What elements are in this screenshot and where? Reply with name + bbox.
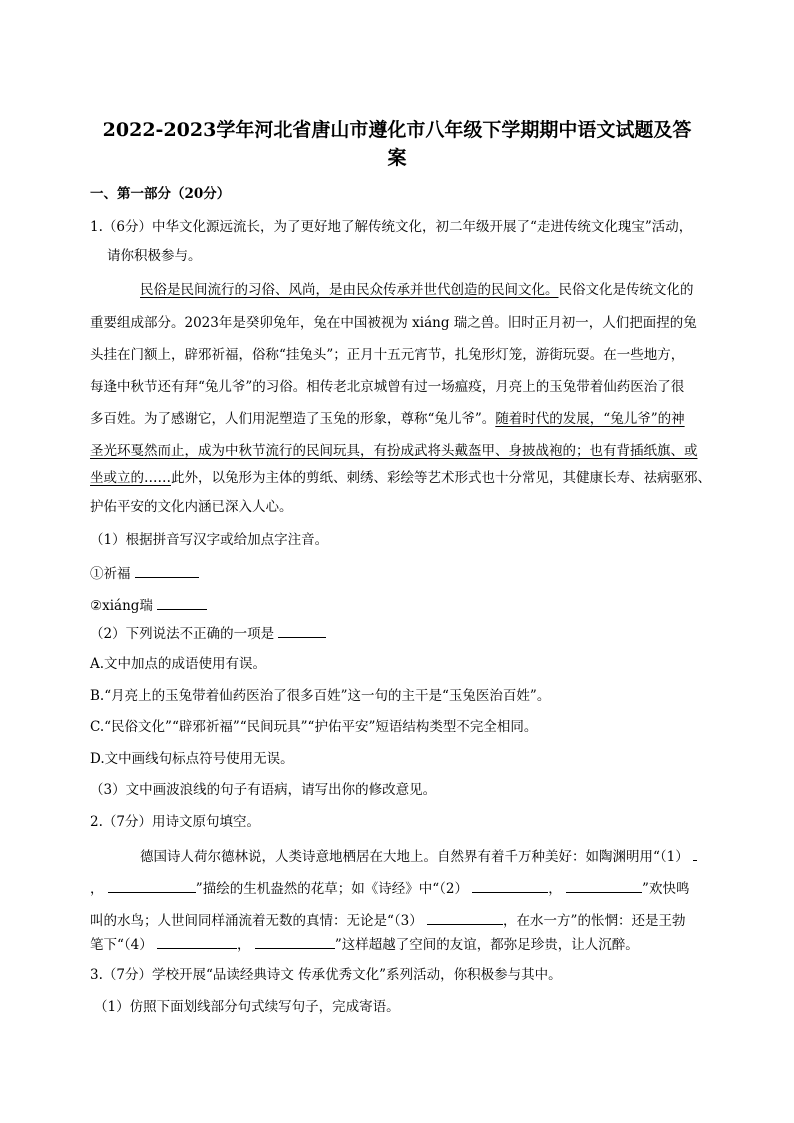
passage-text: 笔下“（4） <box>90 937 153 953</box>
item-label: （2）下列说法不正确的一项是 <box>90 626 275 642</box>
section-heading: 一、第一部分（20分） <box>90 186 231 202</box>
answer-blank[interactable] <box>472 878 548 893</box>
answer-blank[interactable] <box>157 595 207 610</box>
item-label: ②xiáng瑞 <box>90 598 153 614</box>
q2-line <box>90 910 685 931</box>
answer-blank[interactable] <box>566 878 642 893</box>
passage-text: ， <box>237 937 251 953</box>
passage-text: ， <box>548 881 562 897</box>
underlined-sentence: 民俗是民间流行的习俗、风尚，是由民众传承并世代创造的民间文化。 <box>140 282 559 298</box>
q1-stem: 1.（6分）中华文化源远流长，为了更好地了解传统文化，初二年级开展了“走进传统文化瑰宝”活动， <box>90 219 693 235</box>
option-d: D.文中画线句标点符号使用无误。 <box>90 751 294 767</box>
underlined-sentence: 随着时代的发展，“兔儿爷”的神 <box>495 411 685 427</box>
passage-text: ”描绘的生机盎然的花草；如《诗经》中“（2） <box>195 881 468 897</box>
q1-sub3: （3）文中画波浪线的句子有语病，请写出你的修改意见。 <box>90 782 437 798</box>
passage-text: ”欢快鸣 <box>642 881 690 897</box>
passage-text: ， <box>90 881 104 897</box>
q2-line <box>140 846 697 867</box>
q1-sub1-a <box>90 563 199 584</box>
answer-blank[interactable] <box>108 878 196 893</box>
underlined-sentence: 坐或立的…… <box>90 470 171 486</box>
passage-line <box>90 468 711 488</box>
q1-sub1-b <box>90 595 207 616</box>
passage-text: ，在水一方”的怅惘：还是王勃 <box>503 913 686 929</box>
passage-line: 每逢中秋节还有拜“兔儿爷”的习俗。相传老北京城曾有过一场瘟疫，月亮上的玉兔带着仙药医治了很 <box>90 379 685 395</box>
answer-blank[interactable] <box>278 623 326 638</box>
option-c: C.“民俗文化”“辟邪祈福”“民间玩具”“护佑平安”短语结构类型不完全相同。 <box>90 719 538 735</box>
answer-blank[interactable] <box>157 934 237 949</box>
option-b: B.“月亮上的玉兔带着仙药医治了很多百姓”这一句的主干是“玉兔医治百姓”。 <box>90 688 551 704</box>
q1-sub1: （1）根据拼音写汉字或给加点字注音。 <box>90 532 329 548</box>
passage-text: 德国诗人荷尔德林说，人类诗意地栖居在大地上。自然界有着千万种美好：如陶渊明用“（1） <box>140 849 689 865</box>
q2-line <box>90 878 689 899</box>
passage-line <box>90 441 698 461</box>
passage-line <box>90 409 685 429</box>
passage-text: 多百姓。为了感谢它，人们用泥塑造了玉兔的形象，尊称“兔儿爷”。 <box>90 411 496 427</box>
passage-text: ”这样超越了空间的友谊，都弥足珍贵，让人沉醉。 <box>334 937 639 953</box>
q3-sub1: （1）仿照下面划线部分句式续写句子，完成寄语。 <box>94 999 400 1015</box>
q1-stem-cont: 请你积极参与。 <box>107 248 202 264</box>
answer-blank[interactable] <box>255 934 335 949</box>
passage-text: 民俗文化是传统文化的 <box>558 282 694 298</box>
q1-sub2 <box>90 623 326 644</box>
answer-blank[interactable] <box>135 563 199 578</box>
answer-blank[interactable] <box>693 846 697 861</box>
passage-line: 头挂在门额上，辟邪祈福，俗称“挂兔头”；正月十五元宵节，扎兔形灯笼，游街玩耍。在一些地方， <box>90 347 685 363</box>
passage-text: 叫的水鸟；人世间同样涌流着无数的真情：无论是“（3） <box>90 913 423 929</box>
underlined-sentence: 圣光环戛然而止，成为中秋节流行的民间玩具，有扮成武将头戴盔甲、身披战袍的；也有背插纸旗、或 <box>90 443 698 459</box>
passage-line <box>140 280 694 300</box>
passage-line: 护佑平安的文化内涵已深入人心。 <box>90 499 293 515</box>
q2-stem: 2.（7分）用诗文原句填空。 <box>90 814 260 830</box>
passage-line: 重要组成部分。2023年是癸卯兔年，兔在中国被视为 xiáng 瑞之兽。旧时正月初一，人们把面捏的兔 <box>90 315 697 331</box>
passage-text: 此外，以兔形为主体的剪纸、刺绣、彩绘等艺术形式也十分常见，其健康长寿、祛病驱邪、 <box>171 470 711 486</box>
answer-blank[interactable] <box>427 910 503 925</box>
document-title-line1: 2022-2023学年河北省唐山市遵化市八年级下学期期中语文试题及答 <box>102 119 692 141</box>
document-title-line2: 案 <box>387 147 407 169</box>
option-a: A.文中加点的成语使用有误。 <box>90 656 267 672</box>
q3-stem: 3.（7分）学校开展“品读经典诗文 传承优秀文化”系列活动，你积极参与其中。 <box>90 967 562 983</box>
item-label: ①祈福 <box>90 566 131 582</box>
q2-line <box>90 934 639 955</box>
